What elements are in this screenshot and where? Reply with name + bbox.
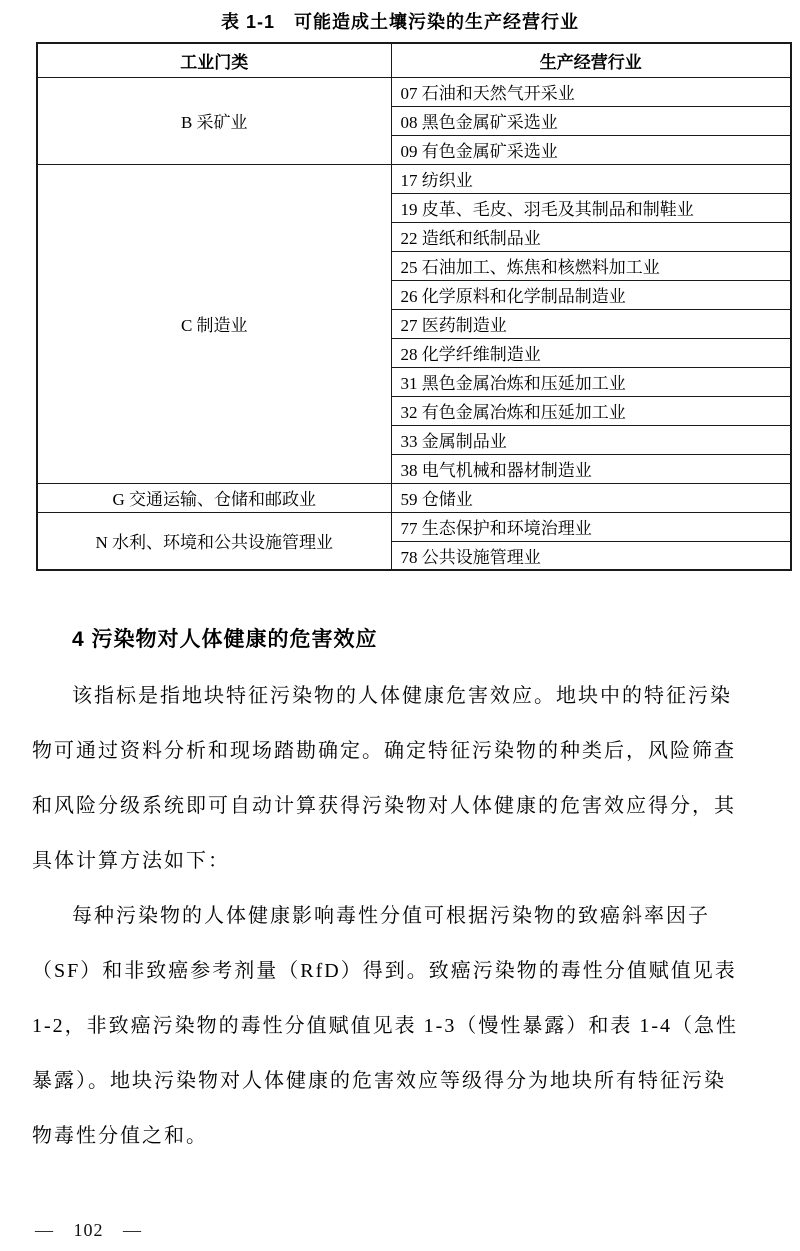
table-row [37,512,791,541]
business-industry-cell: 26 化学原料和化学制品制造业 [391,280,791,309]
text-line: 和风险分级系统即可自动计算获得污染物对人体健康的危害效应得分，其 [32,795,736,817]
header-row [37,43,791,77]
business-industry-cell: 32 有色金属冶炼和压延加工业 [391,396,791,425]
industry-table [36,42,792,571]
table-row [37,164,791,193]
business-industry-cell: 08 黑色金属矿采选业 [391,106,791,135]
text-line: 物可通过资料分析和现场踏勘确定。确定特征污染物的种类后，风险筛查 [32,740,736,762]
business-industry-cell: 31 黑色金属冶炼和压延加工业 [391,367,791,396]
industry-table-body [37,77,791,570]
business-industry-cell: 59 仓储业 [391,483,791,512]
industry-table-header [37,43,791,77]
column-header-industry-category: 工业门类 [37,43,391,77]
business-industry-cell: 19 皮革、毛皮、羽毛及其制品和制鞋业 [391,193,791,222]
business-industry-cell: 25 石油加工、炼焦和核燃料加工业 [391,251,791,280]
business-industry-cell: 27 医药制造业 [391,309,791,338]
text-line: 具体计算方法如下： [32,850,230,872]
text-line: 1-2，非致癌污染物的毒性分值赋值见表 1-3（慢性暴露）和表 1-4（急性 [32,1015,738,1037]
paragraph [32,889,772,1164]
page-number: — 102 — [35,1220,142,1240]
text-line: （SF）和非致癌参考剂量（RfD）得到。致癌污染物的毒性分值赋值见表 [32,960,737,982]
business-industry-cell: 17 纺织业 [391,164,791,193]
text-line: 该指标是指地块特征污染物的人体健康危害效应。地块中的特征污染 [72,685,732,707]
text-line: 暴露）。地块污染物对人体健康的危害效应等级得分为地块所有特征污染 [32,1070,726,1092]
table-row [37,77,791,106]
business-industry-cell: 78 公共设施管理业 [391,541,791,570]
industry-category-cell: B 采矿业 [37,77,391,164]
table-caption: 表 1-1 可能造成土壤污染的生产经营行业 [220,12,579,32]
industry-category-cell: C 制造业 [37,164,391,483]
table-row [37,483,791,512]
industry-category-cell: G 交通运输、仓储和邮政业 [37,483,391,512]
business-industry-cell: 77 生态保护和环境治理业 [391,512,791,541]
business-industry-cell: 22 造纸和纸制品业 [391,222,791,251]
column-header-business-industry: 生产经营行业 [391,43,791,77]
text-line: 每种污染物的人体健康影响毒性分值可根据污染物的致癌斜率因子 [72,905,710,927]
text-line: 物毒性分值之和。 [32,1125,208,1147]
business-industry-cell: 28 化学纤维制造业 [391,338,791,367]
business-industry-cell: 09 有色金属矿采选业 [391,135,791,164]
body-text [32,669,772,1164]
section-heading: 4 污染物对人体健康的危害效应 [72,628,378,651]
paragraph [32,669,772,889]
industry-category-cell: N 水利、环境和公共设施管理业 [37,512,391,570]
business-industry-cell: 07 石油和天然气开采业 [391,77,791,106]
business-industry-cell: 33 金属制品业 [391,425,791,454]
business-industry-cell: 38 电气机械和器材制造业 [391,454,791,483]
